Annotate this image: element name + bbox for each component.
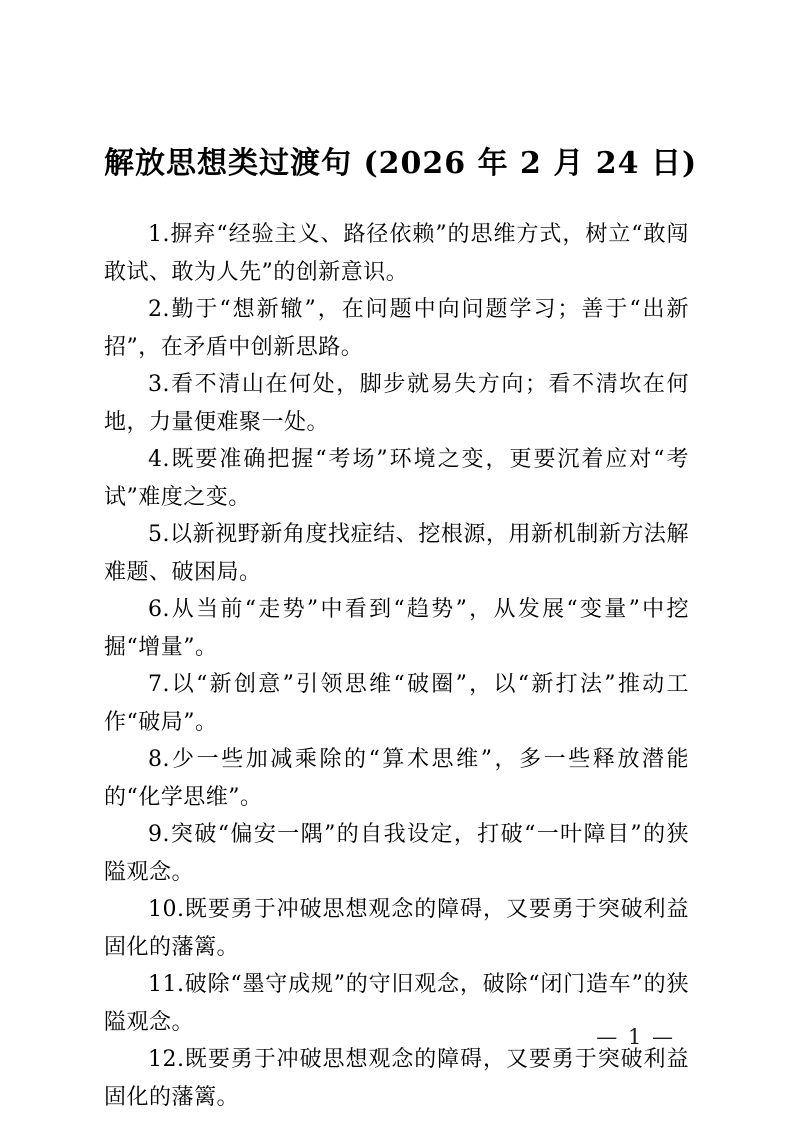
paragraph: 1.摒弃“经验主义、路径依赖”的思维方式，树立“敢闯敢试、敢为人先”的创新意识。 — [104, 222, 689, 285]
paragraph: 4.既要准确把握“考场”环境之变，更要沉着应对“考试”难度之变。 — [104, 447, 689, 510]
paragraph: 11.破除“墨守成规”的守旧观念，破除“闭门造车”的狭隘观念。 — [104, 972, 689, 1035]
paragraph: 5.以新视野新角度找症结、挖根源，用新机制新方法解难题、破困局。 — [104, 522, 689, 585]
paragraph: 3.看不清山在何处，脚步就易失方向；看不清坎在何地，力量便难聚一处。 — [104, 372, 689, 435]
paragraph: 9.突破“偏安一隅”的自我设定，打破“一叶障目”的狭隘观念。 — [104, 822, 689, 885]
paragraph: 10.既要勇于冲破思想观念的障碍，又要勇于突破利益固化的藩篱。 — [104, 897, 689, 960]
paragraph: 8.少一些加减乘除的“算术思维”，多一些释放潜能的“化学思维”。 — [104, 747, 689, 810]
paragraph: 2.勤于“想新辙”，在问题中向问题学习；善于“出新招”，在矛盾中创新思路。 — [104, 297, 689, 360]
paragraph: 7.以“新创意”引领思维“破圈”，以“新打法”推动工作“破局”。 — [104, 672, 689, 735]
document-body — [104, 216, 689, 1116]
paragraph: 12.既要勇于冲破思想观念的障碍，又要勇于突破利益固化的藩篱。 — [104, 1047, 689, 1110]
document-content — [104, 140, 698, 1116]
page-number: — 1 — — [596, 1025, 675, 1049]
document-title: 解放思想类过渡句 (2026 年 2 月 24 日) — [104, 146, 698, 181]
paragraph: 6.从当前“走势”中看到“趋势”，从发展“变量”中挖掘“增量”。 — [104, 597, 689, 660]
